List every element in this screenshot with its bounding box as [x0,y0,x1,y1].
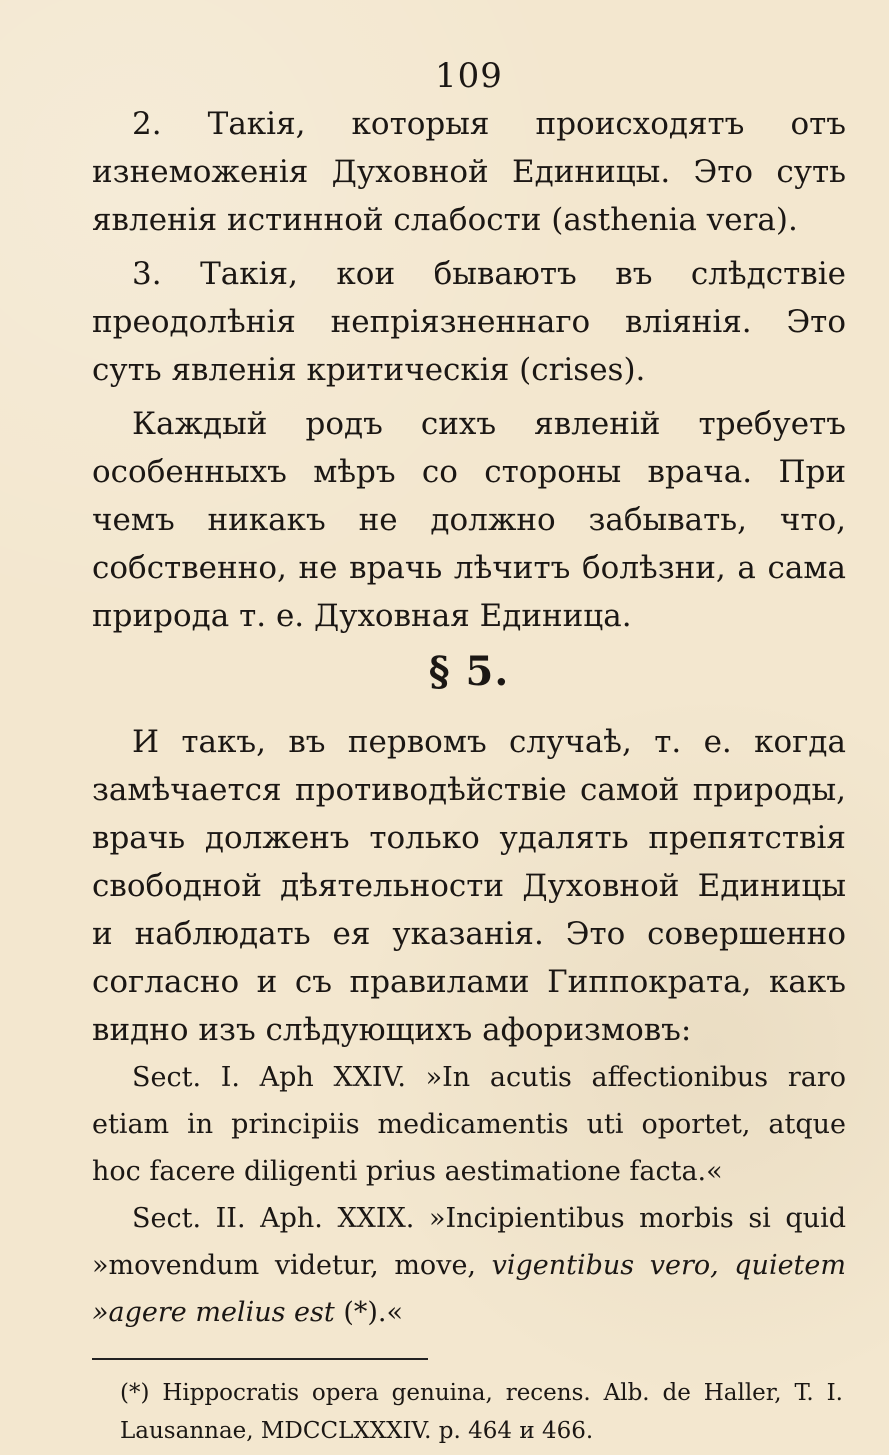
paragraph-3: 3. Такія, кои бываютъ въ слѣдствіе преодолѣнія непріязненнаго вліянія. Это суть явленія критическія (crises). [92,256,846,388]
aphorism-2-start: Sect. II. Aph. XXIX. »Incipientibus morbis si quid »movendum videtur, move, [92,1203,846,1281]
footnote-divider [92,1358,428,1360]
aphorism-2-italic: vigentibus vero, quietem »agere melius est [92,1250,846,1328]
paragraph-conclusion: Каждый родъ сихъ явленій требуетъ особенныхъ мѣръ со стороны врача. При чемъ никакъ не должно забывать, что, собственно, не врачь лѣчитъ болѣзни, а сама природа т. е. Духовная Единица. [92,406,846,634]
page-content [92,56,846,1450]
aphorism-2-end: (*).« [343,1297,403,1328]
section-title: § 5. [428,648,510,695]
aphorism-2 [92,1195,846,1336]
section-paragraph: И такъ, въ первомъ случаѣ, т. е. когда замѣчается противодѣйствіе самой природы, врачь долженъ только удалять препятствія свободной дѣятельности Духовной Единицы и наблюдать ея указанія. Это совершенно согласно и съ правилами Гиппократа, какъ видно изъ слѣдующихъ афоризмовъ: [92,724,846,1048]
paragraph-2: 2. Такія, которыя происходятъ отъ изнеможенія Духовной Единицы. Это суть явленія истинной слабости (asthenia vera). [92,106,846,238]
aphorism-1: Sect. I. Aph XXIV. »In acutis affectionibus raro etiam in principiis medicamentis uti oportet, atque hoc facere diligenti prius aestimatione facta.« [92,1062,846,1187]
footnote: (*) Hippocratis opera genuina, recens. Alb. de Haller, T. I. Lausannae, MDCCLXXXIV. p. 464 и 466. [120,1380,843,1444]
page-number: 109 [435,56,503,96]
